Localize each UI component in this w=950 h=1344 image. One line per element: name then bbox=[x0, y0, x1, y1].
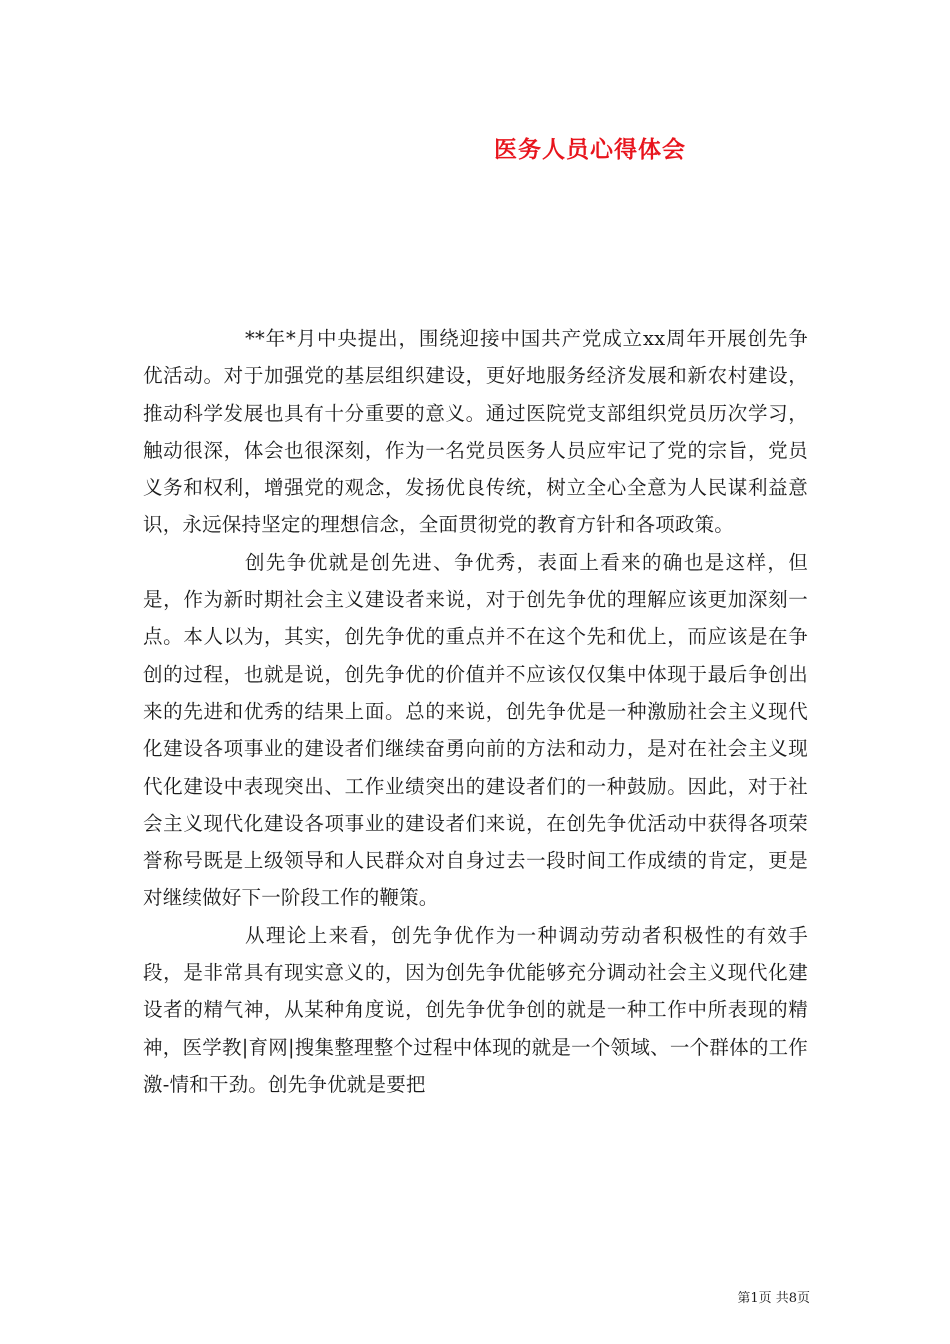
page-number-footer: 第1页 共8页 bbox=[737, 1291, 810, 1306]
paragraph-1: **年*月中央提出，围绕迎接中国共产党成立xx周年开展创先争优活动。对于加强党的基层组织建设，更好地服务经济发展和新农村建设，推动科学发展也具有十分重要的意义。通过医院党支部组织党员历次学习，触动很深，体会也很深刻，作为一名党员医务人员应牢记了党的宗旨，党员义务和权利，增强党的观念，发扬优良传统，树立全心全意为人民谋利益意识，永远保持坚定的理想信念，全面贯彻党的教育方针和各项政策。 bbox=[143, 327, 808, 537]
paragraph-3: 从理论上来看，创先争优作为一种调动劳动者积极性的有效手段，是非常具有现实意义的，因为创先争优能够充分调动社会主义现代化建设者的精气神，从某种角度说，创先争优争创的就是一种工作中所表现的精神，医学教|育网|搜集整理整个过程中体现的就是一个领域、一个群体的工作激-情和干劲。创先争优就是要把 bbox=[143, 923, 808, 1096]
document-body bbox=[143, 320, 808, 1103]
document-title: 医务人员心得体会 bbox=[494, 136, 686, 163]
paragraph-2: 创先争优就是创先进、争优秀，表面上看来的确也是这样，但是，作为新时期社会主义建设者来说，对于创先争优的理解应该更加深刻一点。本人以为，其实，创先争优的重点并不在这个先和优上，而应该是在争创的过程，也就是说，创先争优的价值并不应该仅仅集中体现于最后争创出来的先进和优秀的结果上面。总的来说，创先争优是一种激励社会主义现代化建设各项事业的建设者们继续奋勇向前的方法和动力，是对在社会主义现代化建设中表现突出、工作业绩突出的建设者们的一种鼓励。因此，对于社会主义现代化建设各项事业的建设者们来说，在创先争优活动中获得各项荣誉称号既是上级领导和人民群众对自身过去一段时间工作成绩的肯定，更是对继续做好下一阶段工作的鞭策。 bbox=[143, 550, 808, 910]
